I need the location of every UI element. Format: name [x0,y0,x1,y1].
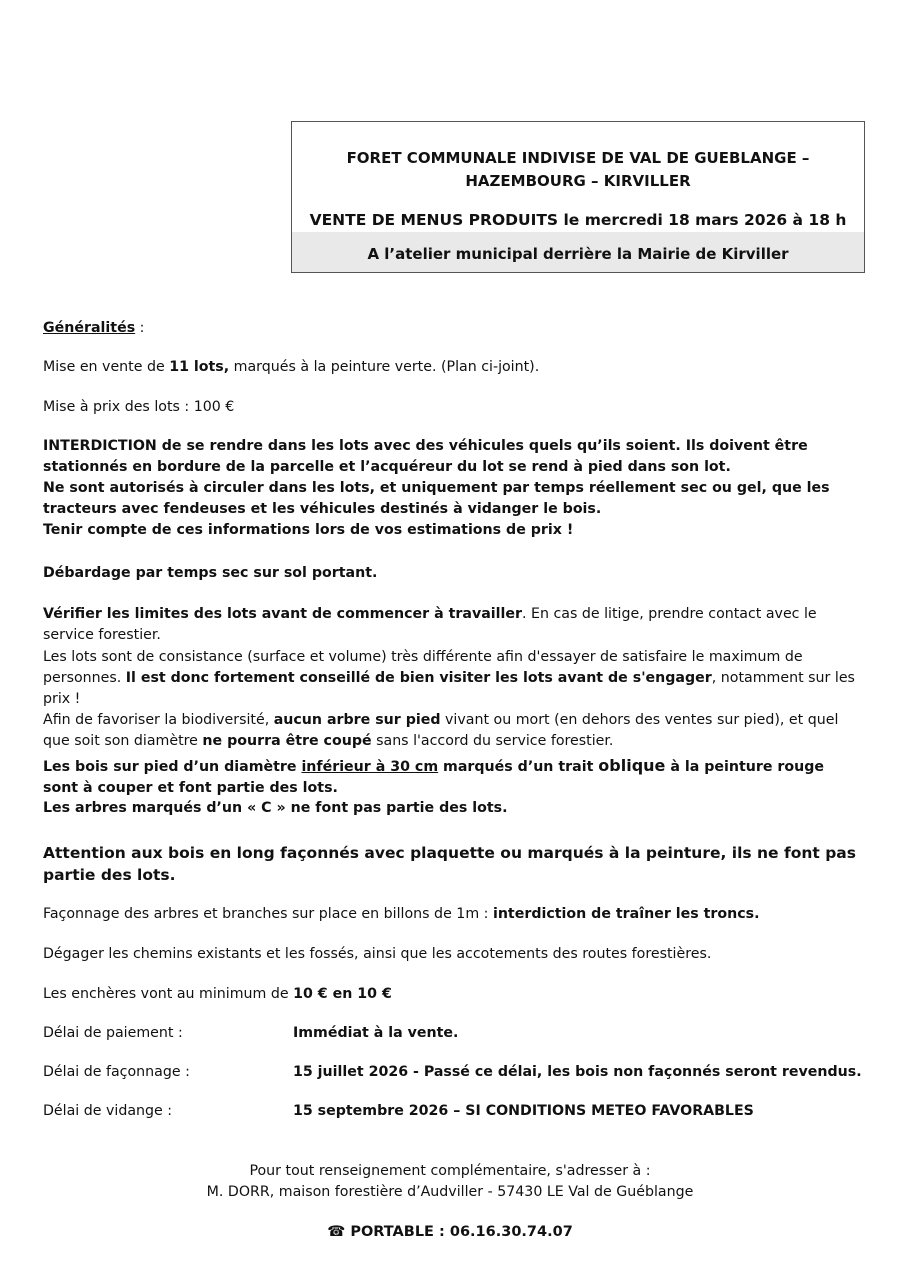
verifier-paragraph [43,604,858,646]
delai-label: Délai de façonnage : [43,1064,190,1080]
consistance-prefix: Les lots sont de consistance (surface et volume) très différente afin d'essayer de satisfaire le maximum de personnes. [43,649,803,686]
diam-s4: oblique [598,756,666,775]
bio-t1: Afin de favoriser la biodiversité, [43,712,274,728]
faconnage-paragraph [43,904,858,925]
encheres-paragraph [43,984,858,1005]
bio-t5: sans l'accord du service forestier. [371,733,614,749]
lots-count: 11 lots, [169,359,230,375]
bio-t3: vivant ou mort (en dehors des ventes sur pied), et quel que soit son diamètre [43,712,839,749]
encheres-bold: 10 € en 10 € [293,986,392,1002]
verifier-bold: Vérifier les limites des lots avant de commencer à travailler [43,606,522,622]
attention-paragraph: Attention aux bois en long façonnés avec plaquette ou marqués à la peinture, ils ne font pas partie des lots. [43,844,856,884]
degager-paragraph: Dégager les chemins existants et les fossés, ainsi que les accotements des routes forestières. [43,946,712,962]
interdiction-line1: INTERDICTION de se rendre dans les lots avec des véhicules quels qu’ils soient. Ils doivent être stationnés en bordure de la parcelle et l’acquéreur du lot se rend à pied dans son lot. [43,438,808,475]
interdiction-line2: Ne sont autorisés à circuler dans les lots, et uniquement par temps réellement sec ou gel, que les tracteurs avec fendeuses et les véhicules destinés à vidanger le bois. [43,480,830,517]
header-sale-date: VENTE DE MENUS PRODUITS le mercredi 18 mars 2026 à 18 h [309,211,847,229]
lots-paragraph [43,357,858,378]
c-marked-line: Les arbres marqués d’un « C » ne font pas partie des lots. [43,800,508,816]
phone-icon: ☎ [327,1224,346,1240]
delai-value: 15 juillet 2026 - Passé ce délai, les bois non façonnés seront revendus. [293,1064,862,1080]
delai-value: Immédiat à la vente. [293,1025,459,1041]
diam-s3: marqués d’un trait [438,759,599,775]
diam-s5: à la peinture rouge sont à couper et font partie des lots. [43,759,825,796]
lots-suffix: marqués à la peinture verte. (Plan ci-joint). [229,359,540,375]
diam-s2: inférieur à 30 cm [301,759,439,775]
header-place: A l’atelier municipal derrière la Mairie de Kirviller [292,232,864,272]
generalites-heading [43,318,858,339]
bio-t2: aucun arbre sur pied [273,712,441,728]
biodiversite-paragraph [43,710,858,752]
delai-label: Délai de vidange : [43,1103,173,1119]
header-box [291,121,865,273]
header-title-line1: FORET COMMUNALE INDIVISE DE VAL DE GUEBLANGE – [346,149,810,167]
contact-line1: Pour tout renseignement complémentaire, s'adresser à : [249,1163,651,1179]
delai-label: Délai de paiement : [43,1025,183,1041]
consistance-bold: Il est donc fortement conseillé de bien visiter les lots avant de s'engager [125,670,712,686]
price-paragraph: Mise à prix des lots : 100 € [43,399,235,415]
encheres-normal: Les enchères vont au minimum de [43,986,294,1002]
generalites-heading-text: Généralités [43,320,136,336]
contact-line2: M. DORR, maison forestière d’Audviller - 57430 LE Val de Guéblange [206,1184,694,1200]
phone-number: PORTABLE : 06.16.30.74.07 [350,1224,573,1240]
debardage-paragraph: Débardage par temps sec sur sol portant. [43,565,378,581]
interdiction-line3: Tenir compte de ces informations lors de vos estimations de prix ! [43,522,574,538]
diametre-paragraph [43,755,858,799]
consistance-suffix: , notamment sur les prix ! [43,670,855,707]
bio-t4: ne pourra être coupé [202,733,372,749]
header-title-line2: HAZEMBOURG – KIRVILLER [465,172,691,190]
diam-s1: Les bois sur pied d’un diamètre [43,759,302,775]
faconnage-normal: Façonnage des arbres et branches sur place en billons de 1m : [43,906,493,922]
faconnage-bold: interdiction de traîner les troncs. [492,906,760,922]
generalites-heading-colon: : [135,320,145,336]
lots-prefix: Mise en vente de [43,359,170,375]
verifier-rest: . En cas de litige, prendre contact avec le service forestier. [43,606,817,643]
phone-line [0,1224,900,1240]
consistance-paragraph [43,647,858,710]
delai-value: 15 septembre 2026 – SI CONDITIONS METEO FAVORABLES [293,1103,754,1119]
